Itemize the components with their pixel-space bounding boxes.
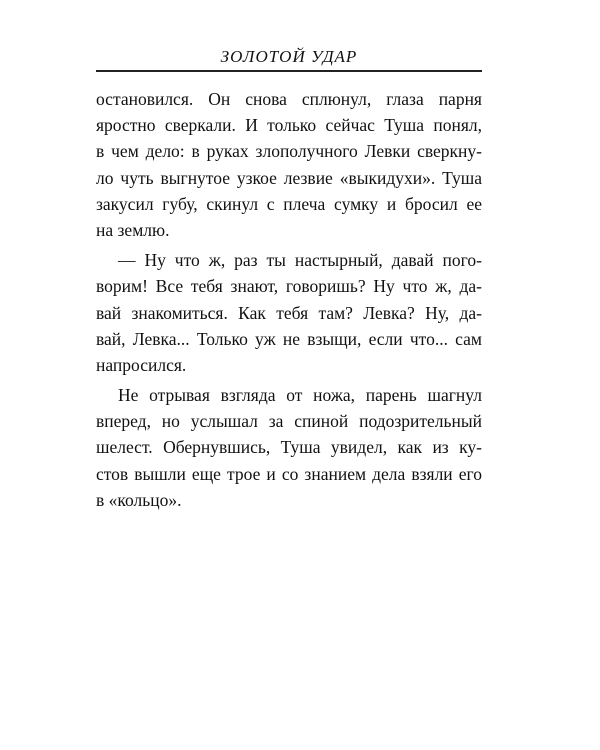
text-line: Не отрывая взгляда от ножа, парень шагнул	[118, 385, 482, 406]
text-line: вперед, но услышал за спиной подозрительный	[96, 411, 482, 432]
text-line: на землю.	[96, 219, 170, 240]
text-line: в «кольцо».	[96, 489, 182, 510]
text-line: шелест. Обернувшись, Туша увидел, как из ку-	[96, 437, 482, 458]
text-line: вай знакомиться. Как тебя там? Левка? Ну, да-	[96, 302, 482, 323]
text-line: закусил губу, скинул с плеча сумку и бросил ее	[96, 193, 482, 214]
running-head-title: ЗОЛОТОЙ УДАР	[220, 47, 358, 66]
paragraph-2	[96, 247, 482, 378]
text-line: остановился. Он снова сплюнул, глаза парня	[96, 89, 482, 109]
text-line: — Ну что ж, раз ты настырный, давай пого-	[118, 250, 482, 271]
text-line: напросился.	[96, 354, 187, 375]
text-line: вай, Левка... Только уж не взыщи, если что... сам	[96, 328, 482, 349]
body-text	[96, 86, 482, 513]
paragraph-1	[96, 86, 482, 243]
text-line: стов вышли еще трое и со знанием дела взяли его	[96, 463, 482, 484]
paragraph-3	[96, 382, 482, 513]
text-line: ло чуть выгнутое узкое лезвие «выкидухи». Туша	[96, 167, 482, 188]
text-line: в чем дело: в руках злополучного Левки сверкну-	[96, 141, 482, 162]
text-line: яростно сверкали. И только сейчас Туша понял,	[96, 115, 482, 136]
header-rule	[96, 70, 482, 72]
text-line: ворим! Все тебя знают, говоришь? Ну что ж, да-	[96, 276, 482, 297]
